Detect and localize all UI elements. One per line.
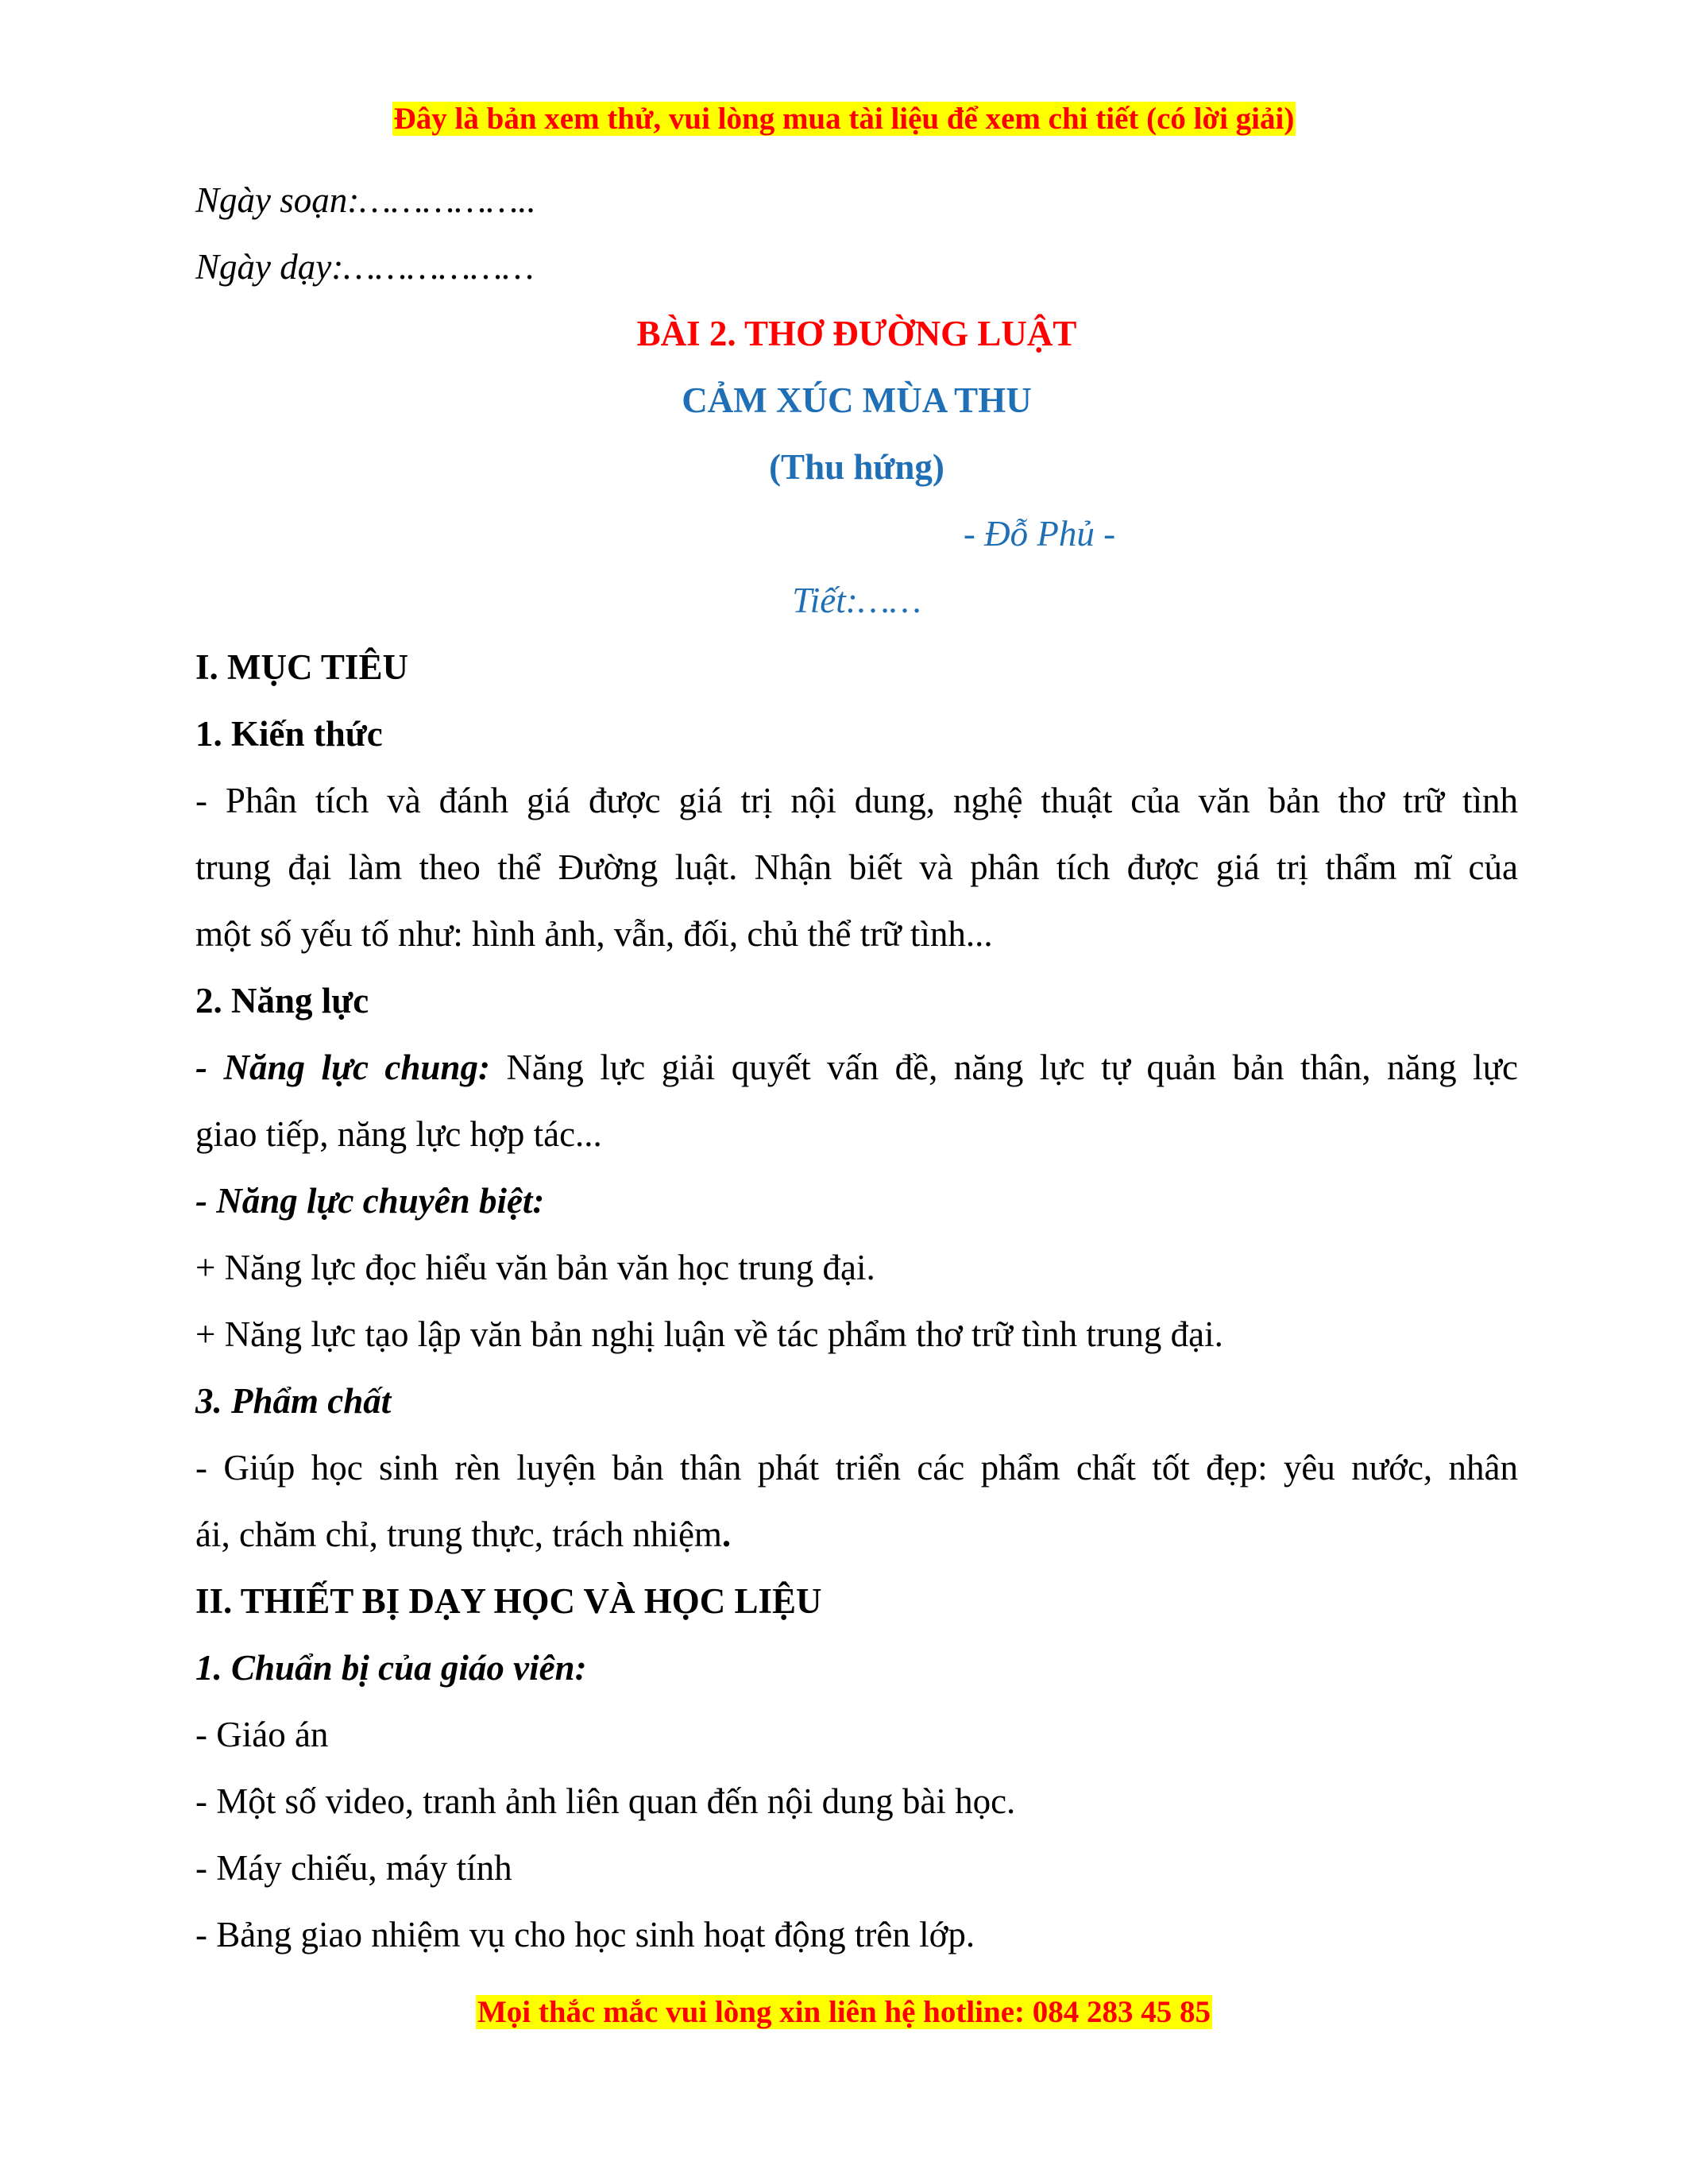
section-objectives-heading: I. MỤC TIÊU	[195, 647, 408, 687]
competence-heading: 2. Năng lực	[195, 981, 369, 1021]
hotline-notice-text: Mọi thắc mắc vui lòng xin liên hệ hotline: 084 283 45 85	[477, 1995, 1211, 2029]
ngay-day-line: Ngày dạy:………………	[195, 247, 535, 287]
section-equipment-heading: II. THIẾT BỊ DẠY HỌC VÀ HỌC LIỆU	[195, 1581, 822, 1621]
teacher-item-3: - Máy chiếu, máy tính	[195, 1848, 512, 1888]
teacher-preparation-heading: 1. Chuẩn bị của giáo viên:	[195, 1648, 587, 1688]
quality-line-2	[195, 1501, 1518, 1568]
quality-heading: 3. Phẩm chất	[195, 1381, 392, 1421]
general-competence-text: Năng lực giải quyết vấn đề, năng lực tự quản bản thân, năng lực	[489, 1048, 1518, 1087]
quality-line-1: - Giúp học sinh rèn luyện bản thân phát triển các phẩm chất tốt đẹp: yêu nước, nhân	[195, 1448, 1518, 1488]
specific-competence-item-2: + Năng lực tạo lập văn bản nghị luận về tác phẩm thơ trữ tình trung đại.	[195, 1314, 1223, 1354]
preview-notice-banner	[0, 100, 1688, 138]
quality-line-2-text: ái, chăm chỉ, trung thực, trách nhiệm	[195, 1515, 722, 1554]
specific-competence-label: - Năng lực chuyên biệt:	[195, 1181, 545, 1221]
ngay-soan-line: Ngày soạn:……………..	[195, 180, 536, 220]
knowledge-line-2: trung đại làm theo thể Đường luật. Nhận biết và phân tích được giá trị thẩm mĩ của	[195, 847, 1518, 887]
teacher-item-2: - Một số video, tranh ảnh liên quan đến nội dung bài học.	[195, 1781, 1016, 1821]
teacher-item-1: - Giáo án	[195, 1715, 329, 1754]
quality-line-2-period: .	[721, 1515, 732, 1554]
poem-author: - Đỗ Phủ -	[963, 514, 1116, 554]
lesson-period: Tiết:……	[792, 581, 921, 620]
knowledge-heading: 1. Kiến thức	[195, 714, 383, 754]
general-competence-line-1	[195, 1034, 1518, 1101]
knowledge-line-1: - Phân tích và đánh giá được giá trị nội dung, nghệ thuật của văn bản thơ trữ tình	[195, 781, 1518, 820]
poem-original-title: (Thu hứng)	[769, 447, 944, 487]
knowledge-line-3: một số yếu tố như: hình ảnh, vẫn, đối, chủ thể trữ tình...	[195, 914, 993, 954]
general-competence-label: - Năng lực chung:	[195, 1048, 490, 1087]
specific-competence-item-1: + Năng lực đọc hiểu văn bản văn học trung đại.	[195, 1248, 875, 1287]
general-competence-line-2: giao tiếp, năng lực hợp tác...	[195, 1114, 602, 1154]
lesson-title: BÀI 2. THƠ ĐƯỜNG LUẬT	[636, 314, 1077, 353]
hotline-notice-banner	[0, 1993, 1688, 2032]
preview-notice-text: Đây là bản xem thử, vui lòng mua tài liệu để xem chi tiết (có lời giải)	[393, 102, 1295, 136]
teacher-item-4: - Bảng giao nhiệm vụ cho học sinh hoạt động trên lớp.	[195, 1915, 975, 1954]
document-content	[195, 167, 1518, 1968]
poem-title: CẢM XÚC MÙA THU	[682, 380, 1032, 420]
